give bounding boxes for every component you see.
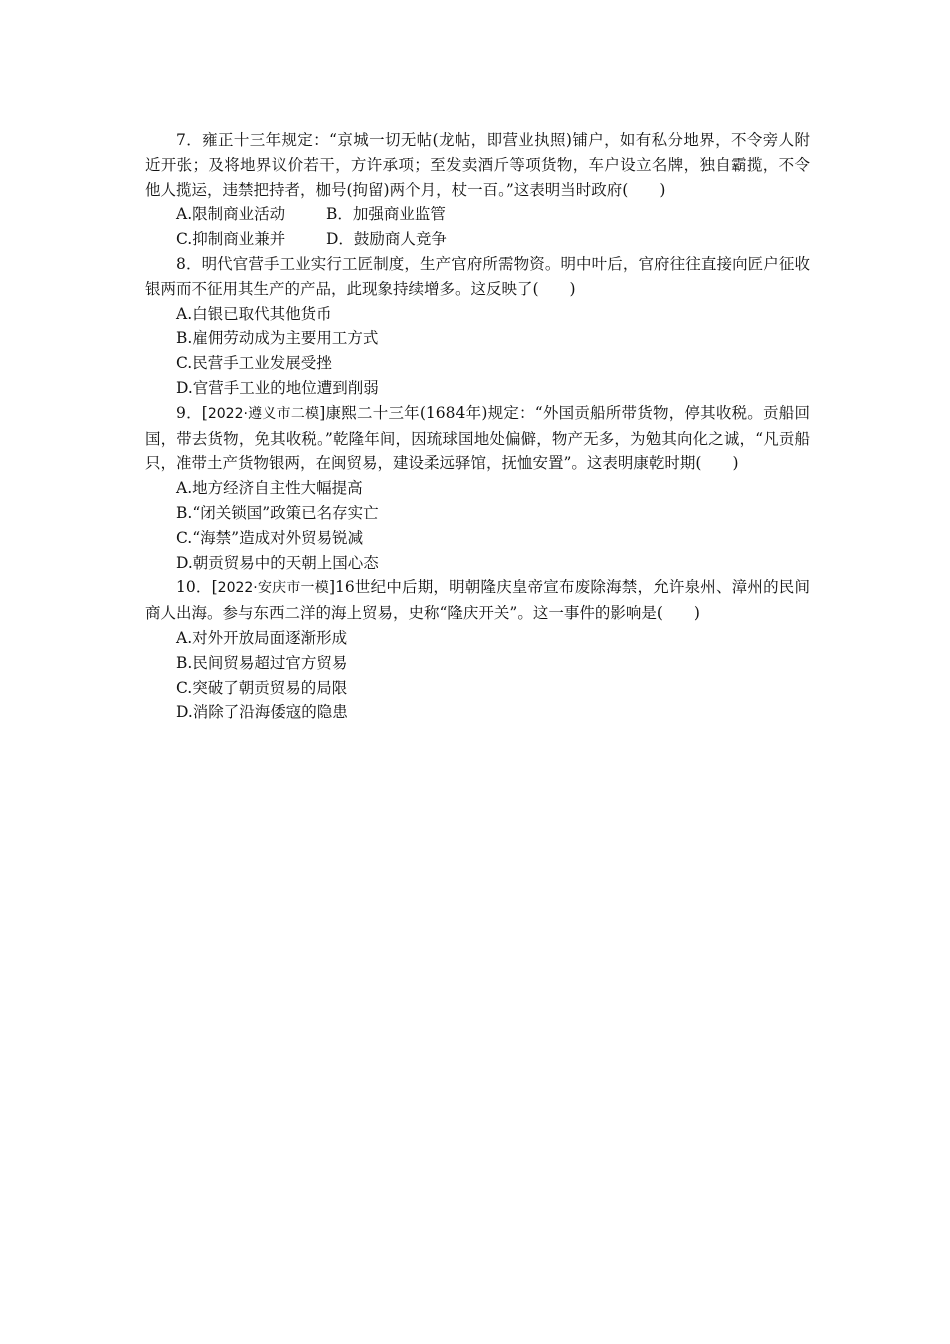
question-9-option-a: A.地方经济自主性大幅提高 <box>176 479 363 498</box>
question-10-source: 2022·安庆市一模 <box>217 580 329 597</box>
question-7-options-row-2 <box>145 227 810 252</box>
question-8-stem: 8．明代官营手工业实行工匠制度，生产官府所需物资。明中叶后，官府往往直接向匠户征收银两而不征用其生产的产品，此现象持续增多。这反映了( ) <box>145 254 810 298</box>
question-9-option-c: C.“海禁”造成对外贸易锐减 <box>176 528 364 547</box>
question-10-option-d: D.消除了沿海倭寇的隐患 <box>176 703 348 722</box>
question-7 <box>145 128 810 252</box>
question-9-option-b: B.“闭关锁国”政策已名存实亡 <box>176 503 379 522</box>
question-10-number: 10．[ <box>176 578 218 597</box>
question-8-option-c: C.民营手工业发展受挫 <box>176 354 332 373</box>
question-9 <box>145 401 810 576</box>
question-10-stem-text: ]16世纪中后期，明朝隆庆皇帝宣布废除海禁，允许泉州、漳州的民间商人出海。参与东西二洋的海上贸易，史称“隆庆开关”。这一事件的影响是( ) <box>145 578 810 623</box>
question-8-option-b: B.雇佣劳动成为主要用工方式 <box>176 329 379 348</box>
question-8-option-d: D.官营手工业的地位遭到削弱 <box>176 378 379 397</box>
question-7-options-row-1 <box>145 202 810 227</box>
question-8 <box>145 252 810 401</box>
question-9-option-d: D.朝贡贸易中的天朝上国心态 <box>176 553 379 572</box>
question-10-stem <box>145 575 810 626</box>
question-8-option-a: A.白银已取代其他货币 <box>176 304 332 323</box>
question-7-option-d: D．鼓励商人竞争 <box>326 230 447 249</box>
question-10-option-c: C.突破了朝贡贸易的局限 <box>176 678 348 697</box>
question-10-option-b: B.民间贸易超过官方贸易 <box>176 653 348 672</box>
question-7-stem: 7．雍正十三年规定：“京城一切无帖(龙帖，即营业执照)铺户，如有私分地界，不令旁人附近开张；及将地界议价若干，方许承项；至发卖酒斤等项货物，车户设立名牌，独自霸揽，不令他人揽运，违禁把持者，枷号(拘留)两个月，杖一百。”这表明当时政府( ) <box>145 131 810 199</box>
question-7-option-c: C.抑制商业兼并 <box>176 230 286 249</box>
question-sheet <box>145 128 810 725</box>
question-10-option-a: A.对外开放局面逐渐形成 <box>176 628 348 647</box>
question-9-stem <box>145 401 810 476</box>
question-7-option-a: A.限制商业活动 <box>176 205 286 224</box>
question-9-number: 9．[ <box>176 403 208 422</box>
question-10 <box>145 575 810 725</box>
question-9-stem-text: ]康熙二十三年(1684年)规定：“外国贡船所带货物，停其收税。贡船回国，带去货物，免其收税。”乾隆年间，因琉球国地处偏僻，物产无多，为勉其向化之诚，“凡贡船只，准带土产货物银两，在闽贸易，建设柔远驿馆，抚恤安置”。这表明康乾时期( ) <box>145 403 810 473</box>
question-9-source: 2022·遵义市二模 <box>207 405 320 422</box>
question-7-option-b: B．加强商业监管 <box>326 205 446 224</box>
